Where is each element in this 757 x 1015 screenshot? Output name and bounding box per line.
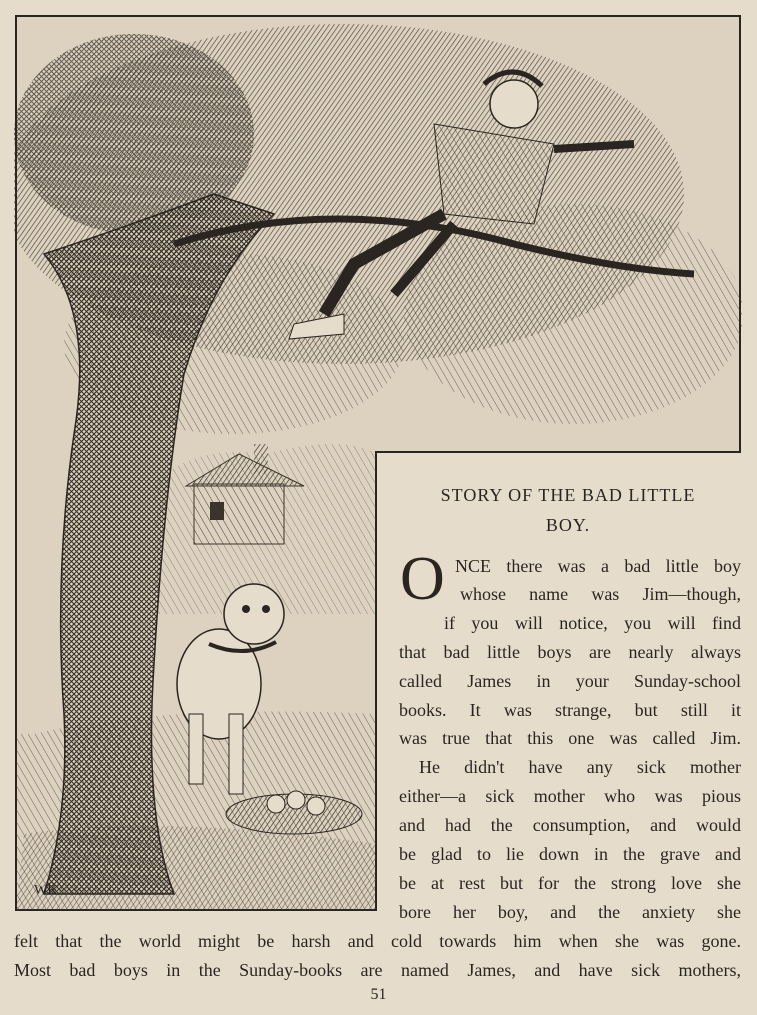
body-line: felt that the world might be harsh and cold towards him when she was gone. xyxy=(14,931,741,951)
story-title xyxy=(392,480,744,540)
drop-cap: O xyxy=(400,545,445,613)
body-line: either—a sick mother who was pious xyxy=(399,786,741,806)
page-number: 51 xyxy=(370,986,387,1003)
body-line: be glad to lie down in the grave and xyxy=(399,844,741,864)
body-line: was true that this one was called Jim. xyxy=(399,728,741,748)
story-title-line-1: STORY OF THE BAD LITTLE xyxy=(440,485,696,505)
body-line: He didn't have any sick mother xyxy=(419,757,741,777)
body-line: and had the consumption, and would xyxy=(399,815,741,835)
body-line: books. It was strange, but still it xyxy=(399,700,741,720)
story-title-line-2: BOY. xyxy=(545,515,591,535)
body-line: bore her boy, and the anxiety she xyxy=(399,902,741,922)
body-line: be at rest but for the strong love she xyxy=(399,873,741,893)
body-line: whose name was Jim—though, xyxy=(460,584,741,604)
body-line: NCE there was a bad little boy xyxy=(455,556,741,576)
body-line: called James in your Sunday-school xyxy=(399,671,741,691)
body-line: Most bad boys in the Sunday-books are named James, and have sick mothers, xyxy=(14,960,741,980)
body-line: if you will notice, you will find xyxy=(444,613,741,633)
artist-monogram: WK xyxy=(34,883,58,898)
body-line: that bad little boys are nearly always xyxy=(399,642,741,662)
